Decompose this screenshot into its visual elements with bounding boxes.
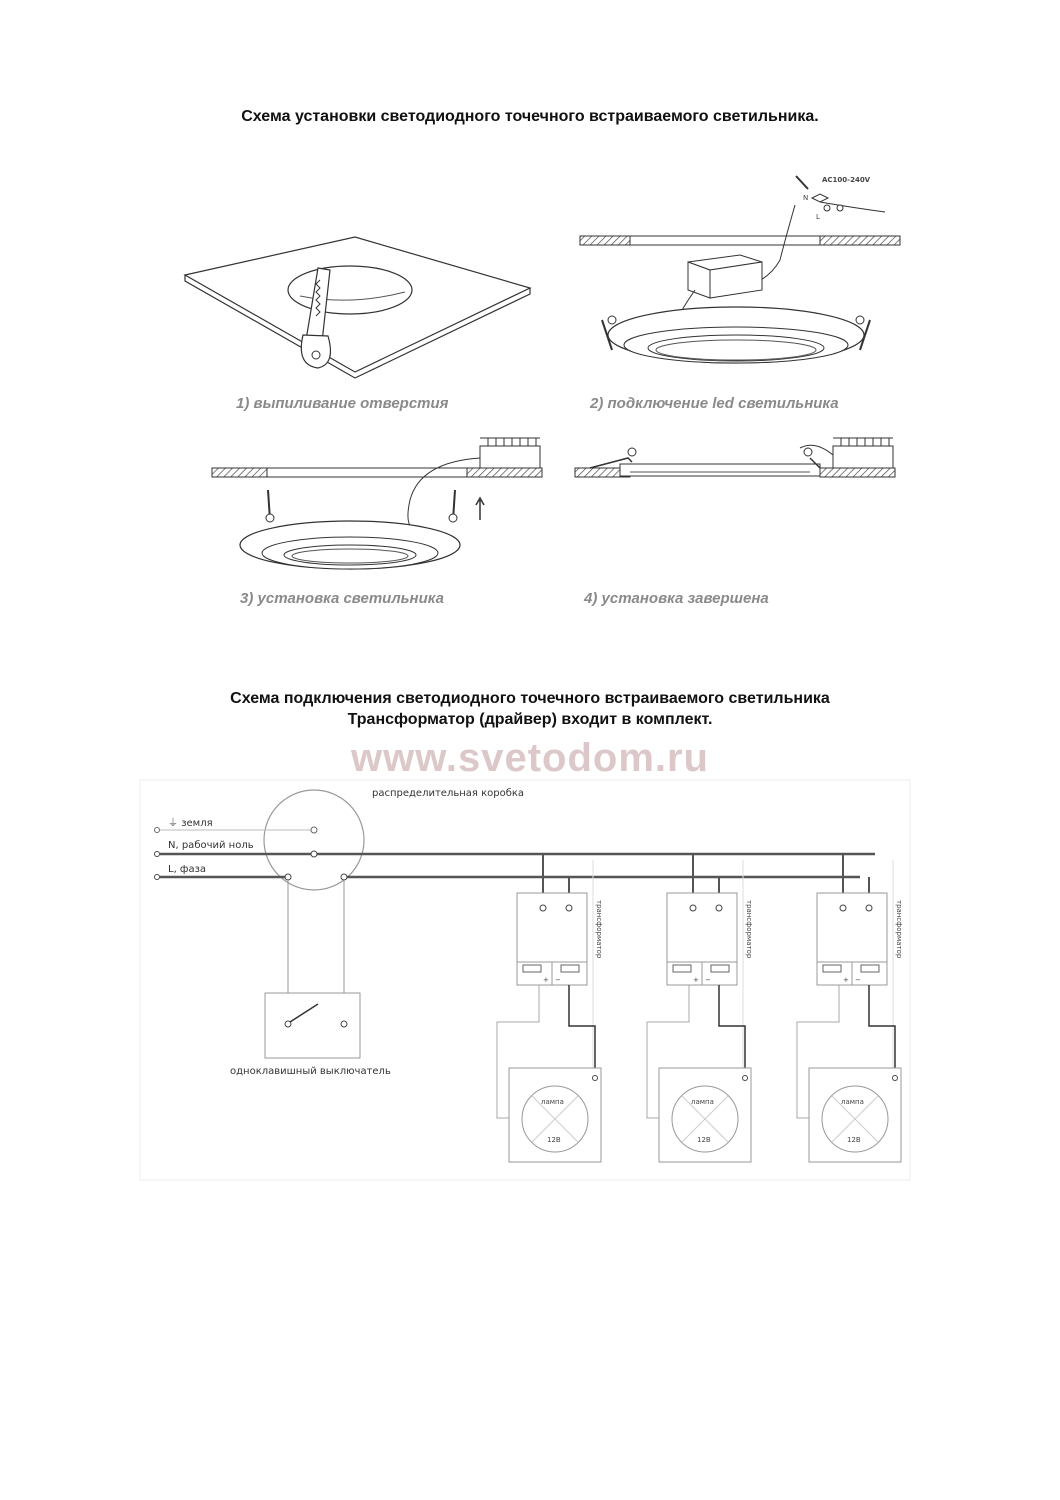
lamp-voltage: 12В: [547, 1136, 561, 1144]
plus-sign: +: [693, 976, 699, 984]
watermark: www.svetodom.ru: [350, 736, 709, 780]
lamp-label: лампа: [691, 1098, 714, 1106]
junction-box-label: распределительная коробка: [372, 788, 525, 799]
terminal-l: L: [816, 213, 820, 221]
phase-label: L, фаза: [168, 864, 207, 875]
plus-sign: +: [543, 976, 549, 984]
switch-label: одноклавишный выключатель: [230, 1066, 391, 1077]
transformer-label: трансформатор: [595, 900, 603, 959]
minus-sign: −: [855, 976, 861, 984]
step1-caption: 1) выпиливание отверстия: [236, 395, 449, 412]
transformer-label: трансформатор: [745, 900, 753, 959]
step2-caption: 2) подключение led светильника: [590, 395, 839, 412]
unit-1: [497, 854, 603, 1162]
step3-caption: 3) установка светильника: [240, 590, 444, 607]
install-title: Схема установки светодиодного точечного встраиваемого светильника.: [241, 108, 819, 125]
wiring-title-line1: Схема подключения светодиодного точечного встраиваемого светильника: [230, 690, 830, 707]
lamp-voltage: 12В: [697, 1136, 711, 1144]
minus-sign: −: [555, 976, 561, 984]
step4-caption: 4) установка завершена: [584, 590, 769, 607]
lamp-label: лампа: [541, 1098, 564, 1106]
neutral-label: N, рабочий ноль: [168, 840, 254, 851]
ground-label: ⏚ земля: [168, 818, 213, 829]
lamp-label: лампа: [841, 1098, 864, 1106]
lamp-voltage: 12В: [847, 1136, 861, 1144]
junction-box: [264, 790, 364, 890]
transformer-label: трансформатор: [895, 900, 903, 959]
minus-sign: −: [705, 976, 711, 984]
wiring-title-line2: Трансформатор (драйвер) входит в комплект.: [347, 711, 713, 728]
plus-sign: +: [843, 976, 849, 984]
terminal-n: N: [803, 194, 809, 202]
unit-2: [647, 854, 753, 1162]
unit-3: [797, 854, 903, 1162]
voltage-label: AC100-240V: [822, 176, 871, 184]
